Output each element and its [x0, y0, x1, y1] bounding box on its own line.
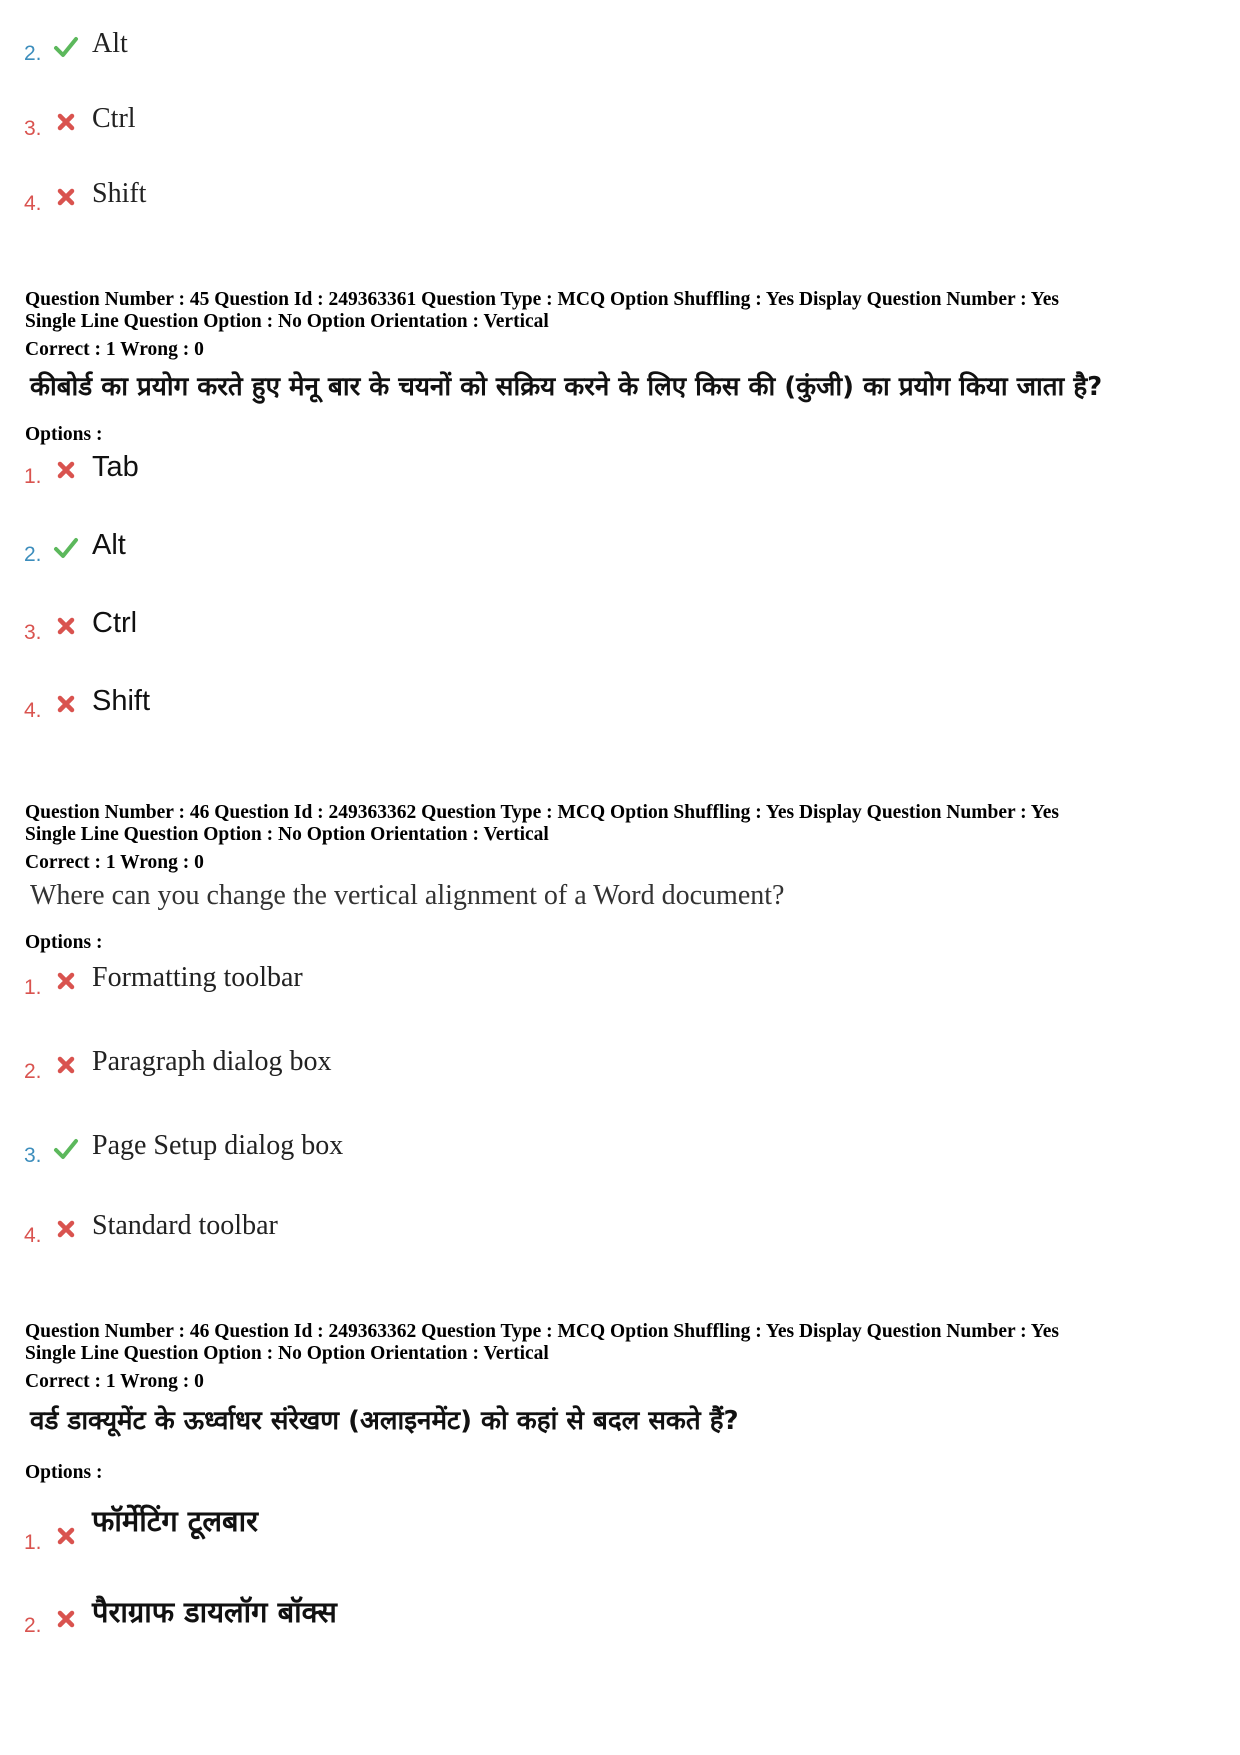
option-number: 2.	[24, 543, 42, 566]
option-number: 1.	[24, 976, 42, 999]
question-meta: Question Number : 45 Question Id : 249363361 Question Type : MCQ Option Shuffling : Yes Display Question Number : Yes	[25, 289, 1059, 310]
question-score: Correct : 1 Wrong : 0	[25, 1371, 204, 1392]
check-icon	[53, 535, 79, 561]
option-number: 2.	[24, 42, 42, 65]
cross-icon	[53, 613, 79, 639]
question-meta-options: Single Line Question Option : No Option Orientation : Vertical	[25, 311, 549, 332]
question-meta-options: Single Line Question Option : No Option Orientation : Vertical	[25, 824, 549, 845]
option-text: Standard toolbar	[92, 1210, 278, 1241]
option-row	[0, 607, 1200, 657]
option-row	[0, 1592, 1200, 1642]
option-number: 2.	[24, 1060, 42, 1083]
cross-icon	[53, 109, 79, 135]
question-meta: Question Number : 46 Question Id : 249363362 Question Type : MCQ Option Shuffling : Yes Display Question Number : Yes	[25, 802, 1059, 823]
option-number: 3.	[24, 117, 42, 140]
cross-icon	[53, 1523, 79, 1549]
option-text: Formatting toolbar	[92, 962, 303, 993]
option-row	[0, 178, 1200, 228]
option-number: 3.	[24, 621, 42, 644]
cross-icon	[53, 968, 79, 994]
option-number: 4.	[24, 192, 42, 215]
check-icon	[53, 34, 79, 60]
option-text: Tab	[92, 451, 139, 483]
option-number: 3.	[24, 1144, 42, 1167]
question-score: Correct : 1 Wrong : 0	[25, 852, 204, 873]
cross-icon	[53, 1052, 79, 1078]
question-text: कीबोर्ड का प्रयोग करते हुए मेनू बार के चयनों को सक्रिय करने के लिए किस की (कुंजी) का प्रयोग किया जाता है?	[30, 372, 1103, 402]
cross-icon	[53, 1216, 79, 1242]
cross-icon	[53, 184, 79, 210]
option-row	[0, 962, 1200, 1012]
option-text: फॉर्मेटिंग टूलबार	[92, 1504, 258, 1538]
option-row	[0, 103, 1200, 153]
option-text: Page Setup dialog box	[92, 1130, 344, 1161]
option-row	[0, 1046, 1200, 1096]
option-number: 1.	[24, 465, 42, 488]
question-text: Where can you change the vertical alignment of a Word document?	[30, 880, 785, 911]
option-number: 1.	[24, 1531, 42, 1554]
option-text: पैराग्राफ डायलॉग बॉक्स	[92, 1595, 337, 1629]
options-label: Options :	[25, 932, 103, 953]
question-score: Correct : 1 Wrong : 0	[25, 339, 204, 360]
option-number: 4.	[24, 699, 42, 722]
check-icon	[53, 1136, 79, 1162]
question-block	[0, 1317, 1240, 1647]
options-label: Options :	[25, 424, 103, 445]
option-text: Alt	[92, 28, 128, 59]
option-row	[0, 1210, 1200, 1260]
option-row	[0, 451, 1200, 501]
option-row	[0, 685, 1200, 735]
option-text: Alt	[92, 529, 126, 561]
option-number: 4.	[24, 1224, 42, 1247]
question-meta: Question Number : 46 Question Id : 249363362 Question Type : MCQ Option Shuffling : Yes Display Question Number : Yes	[25, 1321, 1059, 1342]
option-text: Paragraph dialog box	[92, 1046, 332, 1077]
cross-icon	[53, 1606, 79, 1632]
option-text: Shift	[92, 178, 147, 209]
option-row	[0, 28, 1200, 78]
question-text: वर्ड डाक्यूमेंट के ऊर्ध्वाधर संरेखण (अलाइनमेंट) को कहां से बदल सकते हैं?	[30, 1406, 739, 1436]
cross-icon	[53, 457, 79, 483]
option-text: Ctrl	[92, 103, 136, 134]
cross-icon	[53, 691, 79, 717]
option-row	[0, 1130, 1200, 1180]
option-number: 2.	[24, 1614, 42, 1637]
options-label: Options :	[25, 1462, 103, 1483]
option-row	[0, 529, 1200, 579]
question-meta-options: Single Line Question Option : No Option Orientation : Vertical	[25, 1343, 549, 1364]
option-text: Ctrl	[92, 607, 138, 639]
option-text: Shift	[92, 685, 151, 717]
previous-question-options	[0, 0, 1240, 215]
option-row	[0, 1501, 1200, 1554]
question-block	[0, 285, 1240, 725]
question-block	[0, 798, 1240, 1258]
